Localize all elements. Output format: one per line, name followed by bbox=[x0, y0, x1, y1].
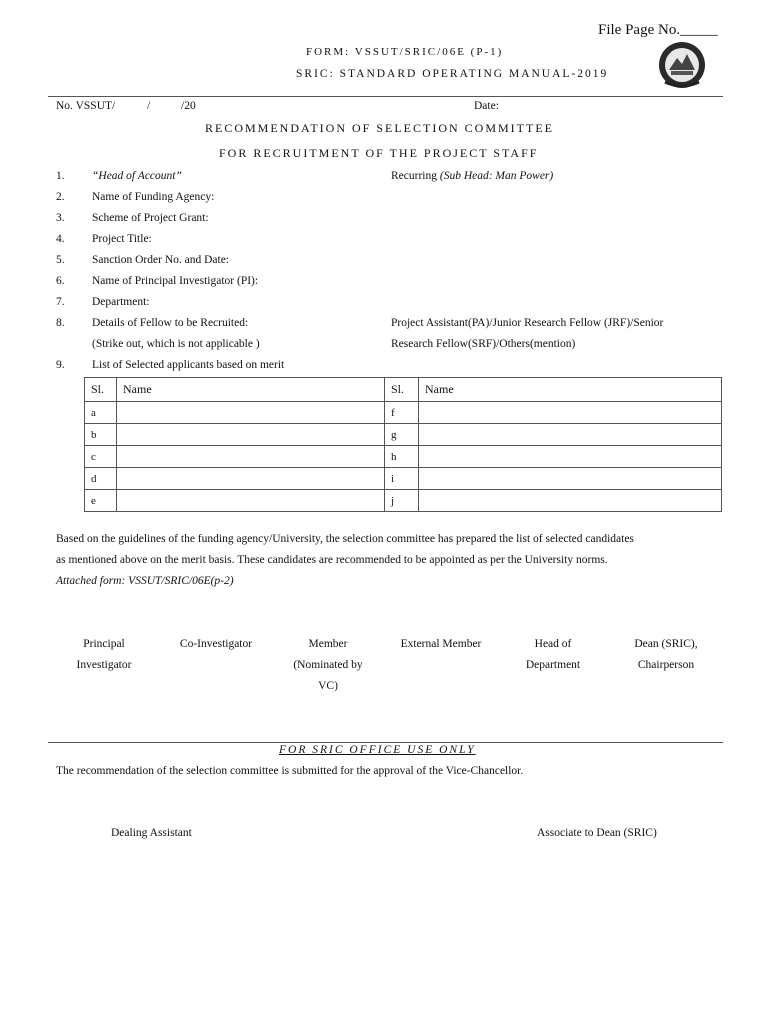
column-header-name: Name bbox=[419, 378, 722, 402]
serial-cell: d bbox=[85, 468, 117, 490]
serial-cell: i bbox=[385, 468, 419, 490]
signatory-dean-chairperson: Dean (SRIC), Chairperson bbox=[634, 638, 698, 671]
item-number: 1. bbox=[56, 170, 65, 182]
office-recommendation-text: The recommendation of the selection committee is submitted for the approval of the Vice-Chancellor. bbox=[56, 765, 524, 777]
project-title-label: Project Title: bbox=[92, 233, 152, 245]
item-number: 8. bbox=[56, 317, 65, 329]
name-cell[interactable] bbox=[419, 490, 722, 512]
item-number: 2. bbox=[56, 191, 65, 203]
name-cell[interactable] bbox=[419, 446, 722, 468]
signatory-co-investigator: Co-Investigator bbox=[179, 638, 253, 650]
document-subtitle: FOR RECRUITMENT OF THE PROJECT STAFF bbox=[219, 146, 539, 160]
department-label: Department: bbox=[92, 296, 150, 308]
associate-dean-signature: Associate to Dean (SRIC) bbox=[537, 827, 657, 839]
recurring-label bbox=[391, 170, 553, 182]
name-cell[interactable] bbox=[419, 424, 722, 446]
table-row bbox=[85, 490, 722, 512]
date-label: Date: bbox=[474, 100, 499, 112]
name-cell[interactable] bbox=[117, 490, 385, 512]
document-title: RECOMMENDATION OF SELECTION COMMITTEE bbox=[205, 121, 554, 135]
name-cell[interactable] bbox=[419, 402, 722, 424]
sub-head-text: (Sub Head: Man Power) bbox=[439, 170, 554, 182]
guidelines-paragraph-line2: as mentioned above on the merit basis. These candidates are recommended to be appointed as per the University norms. bbox=[56, 554, 608, 566]
scheme-label: Scheme of Project Grant: bbox=[92, 212, 209, 224]
selected-applicants-table bbox=[84, 377, 722, 512]
table-row bbox=[85, 424, 722, 446]
signatory-external-member: External Member bbox=[400, 638, 482, 650]
name-cell[interactable] bbox=[117, 446, 385, 468]
signatory-principal-investigator: Principal Investigator bbox=[76, 638, 132, 671]
selected-applicants-label: List of Selected applicants based on merit bbox=[92, 359, 285, 371]
strike-out-note: (Strike out, which is not applicable ) bbox=[92, 338, 260, 350]
header-divider bbox=[48, 96, 723, 97]
column-header-sl: Sl. bbox=[385, 378, 419, 402]
column-header-sl: Sl. bbox=[85, 378, 117, 402]
item-number: 6. bbox=[56, 275, 65, 287]
item-number: 3. bbox=[56, 212, 65, 224]
attached-form-note: Attached form: VSSUT/SRIC/06E(p-2) bbox=[56, 575, 234, 587]
fellow-types-line2: Research Fellow(SRF)/Others(mention) bbox=[391, 338, 576, 350]
name-cell[interactable] bbox=[117, 468, 385, 490]
column-header-name: Name bbox=[117, 378, 385, 402]
reference-year: /20 bbox=[181, 100, 196, 112]
reference-number-slash: / bbox=[147, 100, 151, 112]
serial-cell: j bbox=[385, 490, 419, 512]
serial-cell: a bbox=[85, 402, 117, 424]
serial-cell: b bbox=[85, 424, 117, 446]
recurring-text: Recurring bbox=[391, 170, 437, 182]
name-cell[interactable] bbox=[419, 468, 722, 490]
sanction-order-label: Sanction Order No. and Date: bbox=[92, 254, 230, 266]
fellow-details-label: Details of Fellow to be Recruited: bbox=[92, 317, 249, 329]
office-use-divider bbox=[48, 742, 723, 743]
manual-title: SRIC: STANDARD OPERATING MANUAL-2019 bbox=[296, 68, 609, 80]
serial-cell: h bbox=[385, 446, 419, 468]
item-number: 5. bbox=[56, 254, 65, 266]
fellow-types-line1: Project Assistant(PA)/Junior Research Fellow (JRF)/Senior bbox=[391, 317, 664, 329]
signatory-head-of-department: Head of Department bbox=[525, 638, 581, 671]
serial-cell: f bbox=[385, 402, 419, 424]
file-page-number: File Page No._____ bbox=[598, 22, 718, 38]
serial-cell: e bbox=[85, 490, 117, 512]
form-code: FORM: VSSUT/SRIC/06E (P-1) bbox=[306, 46, 504, 58]
serial-cell: c bbox=[85, 446, 117, 468]
funding-agency-label: Name of Funding Agency: bbox=[92, 191, 215, 203]
table-header-row bbox=[85, 378, 722, 402]
university-seal-logo bbox=[657, 40, 707, 90]
reference-number-label: No. VSSUT/ bbox=[56, 100, 116, 112]
item-number: 4. bbox=[56, 233, 65, 245]
table-row bbox=[85, 446, 722, 468]
signatory-member-nominated: Member (Nominated by VC) bbox=[293, 638, 363, 692]
guidelines-paragraph-line1: Based on the guidelines of the funding agency/University, the selection committee has prepared the list of selected candidates bbox=[56, 533, 634, 545]
principal-investigator-label: Name of Principal Investigator (PI): bbox=[92, 275, 259, 287]
name-cell[interactable] bbox=[117, 402, 385, 424]
table-row bbox=[85, 402, 722, 424]
head-of-account-label: “Head of Account” bbox=[92, 170, 182, 182]
serial-cell: g bbox=[385, 424, 419, 446]
office-use-heading: FOR SRIC OFFICE USE ONLY bbox=[279, 744, 476, 756]
dealing-assistant-signature: Dealing Assistant bbox=[111, 827, 192, 839]
name-cell[interactable] bbox=[117, 424, 385, 446]
item-number: 9. bbox=[56, 359, 65, 371]
item-number: 7. bbox=[56, 296, 65, 308]
table-row bbox=[85, 468, 722, 490]
